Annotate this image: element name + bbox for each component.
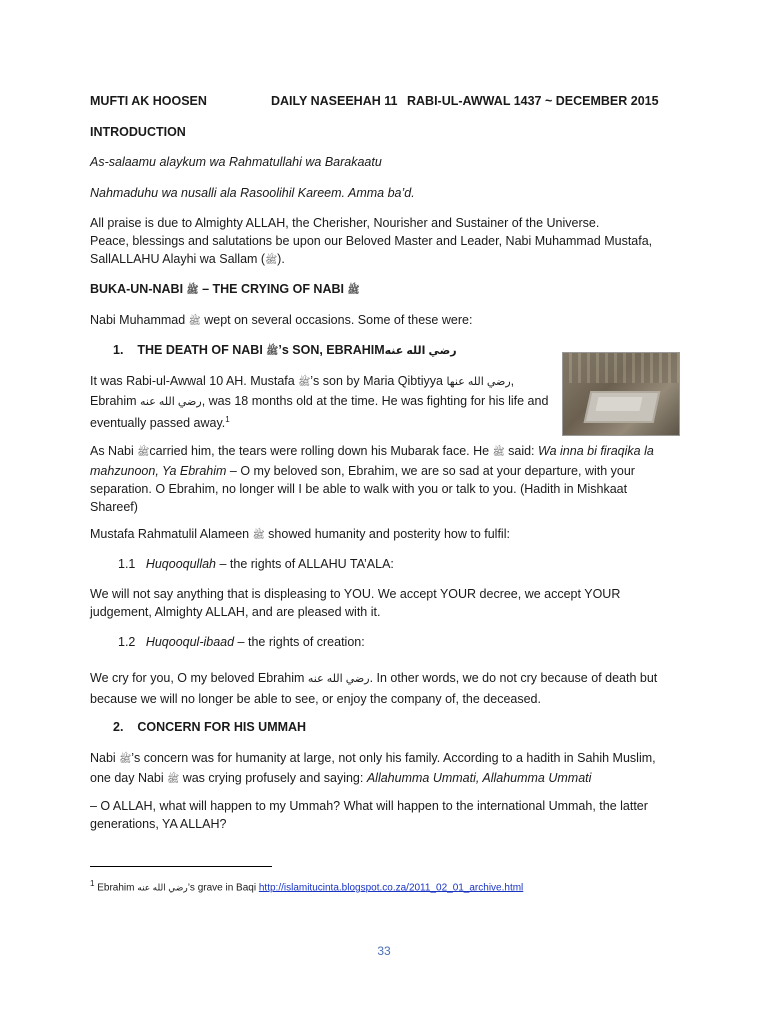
- occasions-intro: [90, 311, 678, 331]
- text: said:: [504, 444, 539, 458]
- subitem-1-2: [118, 633, 706, 651]
- arabic-honorific: رضي الله عنه: [384, 345, 457, 357]
- arabic-honorific: رضي الله عنه: [140, 396, 202, 408]
- praise-paragraph: [90, 214, 678, 270]
- grave-photo: [562, 352, 680, 436]
- salutation-symbol-icon: ﷺ: [266, 346, 279, 357]
- praise-line-3: [90, 250, 678, 270]
- text: Ebrahim: [90, 394, 141, 408]
- text: – O ALLAH, what will happen to my Ummah? What will happen to the international Ummah, the latter: [90, 799, 648, 813]
- item-number: 2.: [113, 720, 124, 734]
- salutation-symbol-icon: ﷺ: [137, 447, 150, 458]
- paragraph-cry: [90, 668, 678, 709]
- salutation-symbol-icon: ﷺ: [119, 754, 132, 765]
- page-number: 33: [377, 944, 391, 958]
- salutation-symbol-icon: ﷺ: [347, 285, 360, 296]
- praise-line-1: All praise is due to Almighty ALLAH, the Cherisher, Nourisher and Sustainer of the Universe.: [90, 216, 600, 230]
- text: Shareef): [90, 500, 138, 514]
- item-title-part: ’s SON, EBRAHIM: [278, 343, 385, 357]
- text: ’s son by Maria Qibtiyya: [310, 374, 447, 388]
- text: generations, YA ALLAH?: [90, 817, 227, 831]
- text: It was Rabi-ul-Awwal 10 AH. Mustafa: [90, 374, 299, 388]
- text: because we will no longer be able to see, or enjoy the company of, the deceased.: [90, 692, 541, 706]
- item-2-heading: [113, 718, 701, 736]
- item-1-heading: [113, 341, 553, 361]
- arabic-transliteration: Allahumma Ummati, Allahumma Ummati: [366, 771, 592, 785]
- footnote: [90, 879, 523, 893]
- text: We will not say anything that is displeasing to YOU. We accept YOUR decree, we accept YOUR: [90, 587, 621, 601]
- subitem-number: 1.2: [118, 635, 136, 649]
- salutation-symbol-icon: ﷺ: [298, 377, 311, 388]
- text: Mustafa Rahmatulil Alameen: [90, 527, 253, 541]
- footnote-number: 1: [90, 879, 95, 888]
- text: . In other words, we do not cry because of death but: [369, 671, 658, 685]
- occasions-text: wept on several occasions. Some of these were:: [200, 313, 473, 327]
- text: carried him, the tears were rolling down his Mubarak face. He: [149, 444, 493, 458]
- text: We cry for you, O my beloved Ebrahim: [90, 671, 308, 685]
- footnote-divider: [90, 866, 272, 867]
- text: eventually passed away.: [90, 416, 226, 431]
- footnote-text: Ebrahim: [94, 882, 138, 894]
- paragraph-ummah: [90, 749, 678, 789]
- footnote-text: ’s grave in Baqi: [187, 882, 259, 894]
- footnote-link[interactable]: http://islamitucinta.blogspot.co.za/2011_02_01_archive.html: [258, 882, 524, 894]
- text: ,: [510, 374, 515, 388]
- text: separation. O Ebrahim, no longer will I be able to walk with you or talk to you. (Hadith in Mishkaat: [90, 482, 628, 496]
- paragraph-tears: [90, 442, 678, 516]
- subitem-term: Huqooqullah: [145, 557, 217, 571]
- salutation-symbol-icon: ﷺ: [188, 316, 201, 327]
- text: As Nabi: [90, 444, 138, 458]
- occasions-text: Nabi Muhammad: [90, 313, 189, 327]
- salutation-symbol-icon: ﷺ: [167, 774, 180, 785]
- paragraph-ebrahim: [90, 372, 555, 432]
- praise-text: SallALLAHU Alayhi wa Sallam (: [90, 252, 266, 266]
- paragraph-decree: [90, 585, 678, 621]
- header-date: RABI-UL-AWWAL 1437 ~ DECEMBER 2015: [407, 94, 659, 108]
- intro-heading: INTRODUCTION: [90, 125, 186, 139]
- greeting-salaam: As-salaamu alaykum wa Rahmatullahi wa Barakaatu: [90, 155, 382, 169]
- praise-line-2: Peace, blessings and salutations be upon our Beloved Master and Leader, Nabi Muhammad Mustafa,: [90, 234, 653, 248]
- salutation-symbol-icon: ﷺ: [492, 447, 505, 458]
- text: one day Nabi: [90, 771, 168, 785]
- subitem-1-1: [118, 555, 706, 573]
- text: was crying profusely and saying:: [179, 771, 367, 785]
- item-title: CONCERN FOR HIS UMMAH: [137, 720, 307, 734]
- subitem-term: Huqooqul-ibaad: [145, 635, 235, 649]
- arabic-transliteration: mahzunoon, Ya Ebrahim: [90, 464, 227, 478]
- greeting-hamd: Nahmaduhu wa nusalli ala Rasoolihil Kareem. Amma ba’d.: [90, 186, 415, 200]
- paragraph-oallah: [90, 797, 678, 833]
- text: – O my beloved son, Ebrahim, we are so sad at your departure, with your: [226, 464, 635, 478]
- subitem-number: 1.1: [118, 557, 136, 571]
- arabic-honorific: رضي الله عنه: [307, 673, 370, 685]
- section-heading-part: BUKA-UN-NABI: [90, 282, 187, 296]
- paragraph-fulfil: [90, 525, 678, 545]
- salutation-symbol-icon: ﷺ: [265, 255, 278, 266]
- text: , was 18 months old at the time. He was fighting for his life and: [201, 394, 549, 408]
- praise-text-end: ).: [277, 252, 285, 266]
- arabic-honorific: رضي الله عنها: [446, 376, 511, 388]
- item-title-part: THE DEATH OF NABI: [137, 343, 267, 357]
- section-heading-part: – THE CRYING OF NABI: [198, 282, 348, 296]
- text: Nabi: [90, 751, 120, 765]
- footnote-ref[interactable]: 1: [225, 415, 230, 424]
- arabic-honorific: رضي الله عنه: [137, 882, 188, 893]
- item-number: 1.: [113, 343, 124, 357]
- salutation-symbol-icon: ﷺ: [252, 530, 265, 541]
- text: judgement, Almighty ALLAH, and are pleased with it.: [90, 605, 381, 619]
- header-author: MUFTI AK HOOSEN: [90, 94, 207, 108]
- arabic-transliteration: Wa inna bi firaqika la: [538, 444, 654, 458]
- subitem-text: – the rights of ALLAHU TA’ALA:: [216, 557, 394, 571]
- header-series: DAILY NASEEHAH 11: [271, 94, 398, 108]
- text: showed humanity and posterity how to fulfil:: [264, 527, 510, 541]
- salutation-symbol-icon: ﷺ: [186, 285, 199, 296]
- subitem-text: – the rights of creation:: [234, 635, 365, 649]
- text: ’s concern was for humanity at large, not only his family. According to a hadith in Sahih Muslim,: [131, 751, 656, 765]
- section-heading: [90, 280, 678, 300]
